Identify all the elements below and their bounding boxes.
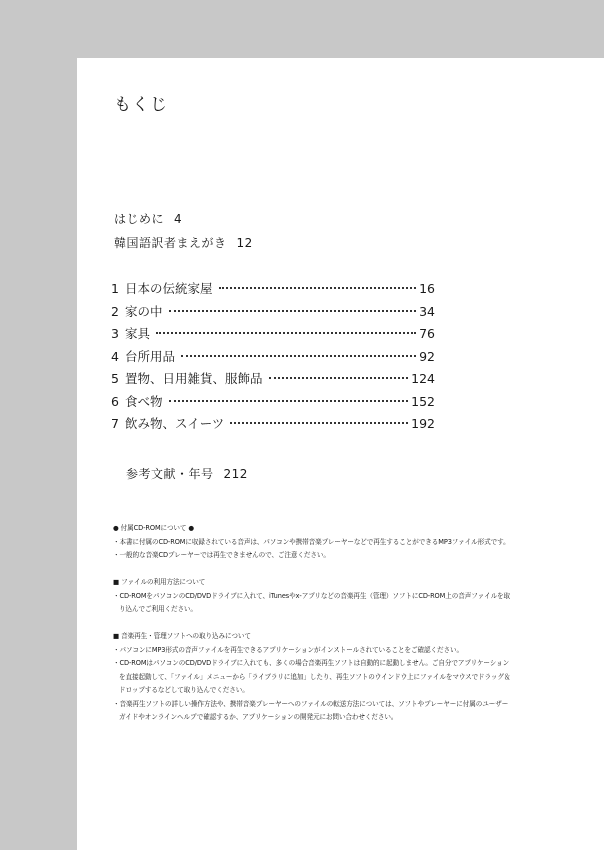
- chapter-number: 3: [111, 326, 119, 341]
- dot-leader: [156, 332, 416, 334]
- notes-bullet: ・一般的な音楽CDプレーヤーでは再生できませんので、ご注意ください。: [113, 551, 330, 559]
- toc-chapter-list: [111, 279, 435, 437]
- toc-chapter-3: [111, 324, 435, 347]
- dot-leader: [169, 400, 409, 402]
- notes-bullet: ・音楽再生ソフトの詳しい操作方法や、携帯音楽プレーヤーへのファイルの転送方法については、ソフトやプレーヤーに付属のユーザーガイドやオンラインヘルプで確認するか、アプリケーションの開発元にお問い合わせください。: [113, 699, 509, 721]
- toc-chapter-4: [111, 347, 435, 370]
- toc-front-entry-intro: [114, 210, 182, 227]
- chapter-page: 152: [411, 393, 435, 409]
- toc-entry-label: 参考文献・年号: [126, 467, 214, 481]
- toc-front-entry-translator-preface: [114, 234, 253, 251]
- notes-section-import: [113, 630, 513, 725]
- notes-bullet: ・本書に付属のCD-ROMに収録されている音声は、パソコンや携帯音楽プレーヤーなどで再生することができるMP3ファイル形式です。: [113, 537, 510, 546]
- toc-chapter-7: [111, 414, 435, 437]
- toc-chapter-2: [111, 302, 435, 325]
- book-page: [77, 58, 604, 850]
- toc-back-entry-references: [126, 465, 248, 482]
- dot-leader: [169, 310, 417, 312]
- toc-chapter-5: [111, 369, 435, 392]
- notes-heading: ■ ファイルの利用方法について: [113, 578, 206, 586]
- chapter-page: 76: [419, 326, 435, 341]
- chapter-page: 92: [419, 348, 435, 364]
- chapter-number: 7: [111, 416, 119, 431]
- notes-heading: ■ 音楽再生・管理ソフトへの取り込みについて: [113, 632, 251, 640]
- chapter-number: 2: [111, 303, 119, 319]
- page-title: もくじ: [114, 95, 168, 115]
- toc-entry-label: はじめに: [114, 212, 165, 226]
- toc-entry-page: 212: [223, 467, 248, 481]
- chapter-title: 飲み物、スイーツ: [125, 416, 225, 431]
- cdrom-notes: [113, 522, 513, 738]
- chapter-title: 置物、日用雑貨、服飾品: [125, 371, 263, 386]
- toc-entry-page: 12: [236, 236, 253, 250]
- dot-leader: [269, 377, 409, 379]
- chapter-page: 34: [419, 303, 435, 319]
- chapter-number: 1: [111, 281, 119, 296]
- chapter-page: 124: [411, 371, 435, 386]
- chapter-number: 6: [111, 393, 119, 409]
- chapter-title: 台所用品: [125, 348, 176, 364]
- chapter-title: 家の中: [125, 303, 163, 319]
- toc-entry-label: 韓国語訳者まえがき: [114, 236, 227, 250]
- chapter-number: 4: [111, 348, 119, 364]
- toc-chapter-1: [111, 279, 435, 302]
- dot-leader: [181, 355, 416, 357]
- chapter-page: 192: [411, 416, 435, 431]
- chapter-title: 家具: [125, 326, 151, 341]
- notes-bullet: ・CD-ROMをパソコンのCD/DVDドライブに入れて、iTunesやx-アプリなどの音楽再生（管理）ソフトにCD-ROM上の音声ファイルを取り込んでご利用ください。: [113, 591, 511, 613]
- chapter-title: 食べ物: [125, 393, 163, 409]
- chapter-page: 16: [419, 281, 435, 296]
- notes-bullet: ・CD-ROMはパソコンのCD/DVDドライブに入れても、多くの場合音楽再生ソフトは自動的に起動しません。ご自分でアプリケーションを直接起動して、「ファイル」メニューから「ライブラリに追加」したり、再生ソフトのウインドウ上にファイルをマウスでドラッグ＆ドロップするなどして取り込んでください。: [113, 659, 511, 694]
- notes-heading: ● 付属CD-ROMについて ●: [113, 524, 195, 532]
- chapter-number: 5: [111, 371, 119, 386]
- notes-bullet: ・パソコンにMP3形式の音声ファイルを再生できるアプリケーションがインストールされていることをご確認ください。: [113, 645, 463, 654]
- notes-section-cdrom: [113, 522, 513, 563]
- notes-section-usage: [113, 576, 513, 617]
- dot-leader: [219, 287, 417, 289]
- toc-chapter-6: [111, 392, 435, 415]
- toc-entry-page: 4: [174, 212, 183, 226]
- dot-leader: [230, 422, 408, 424]
- chapter-title: 日本の伝統家屋: [125, 281, 213, 296]
